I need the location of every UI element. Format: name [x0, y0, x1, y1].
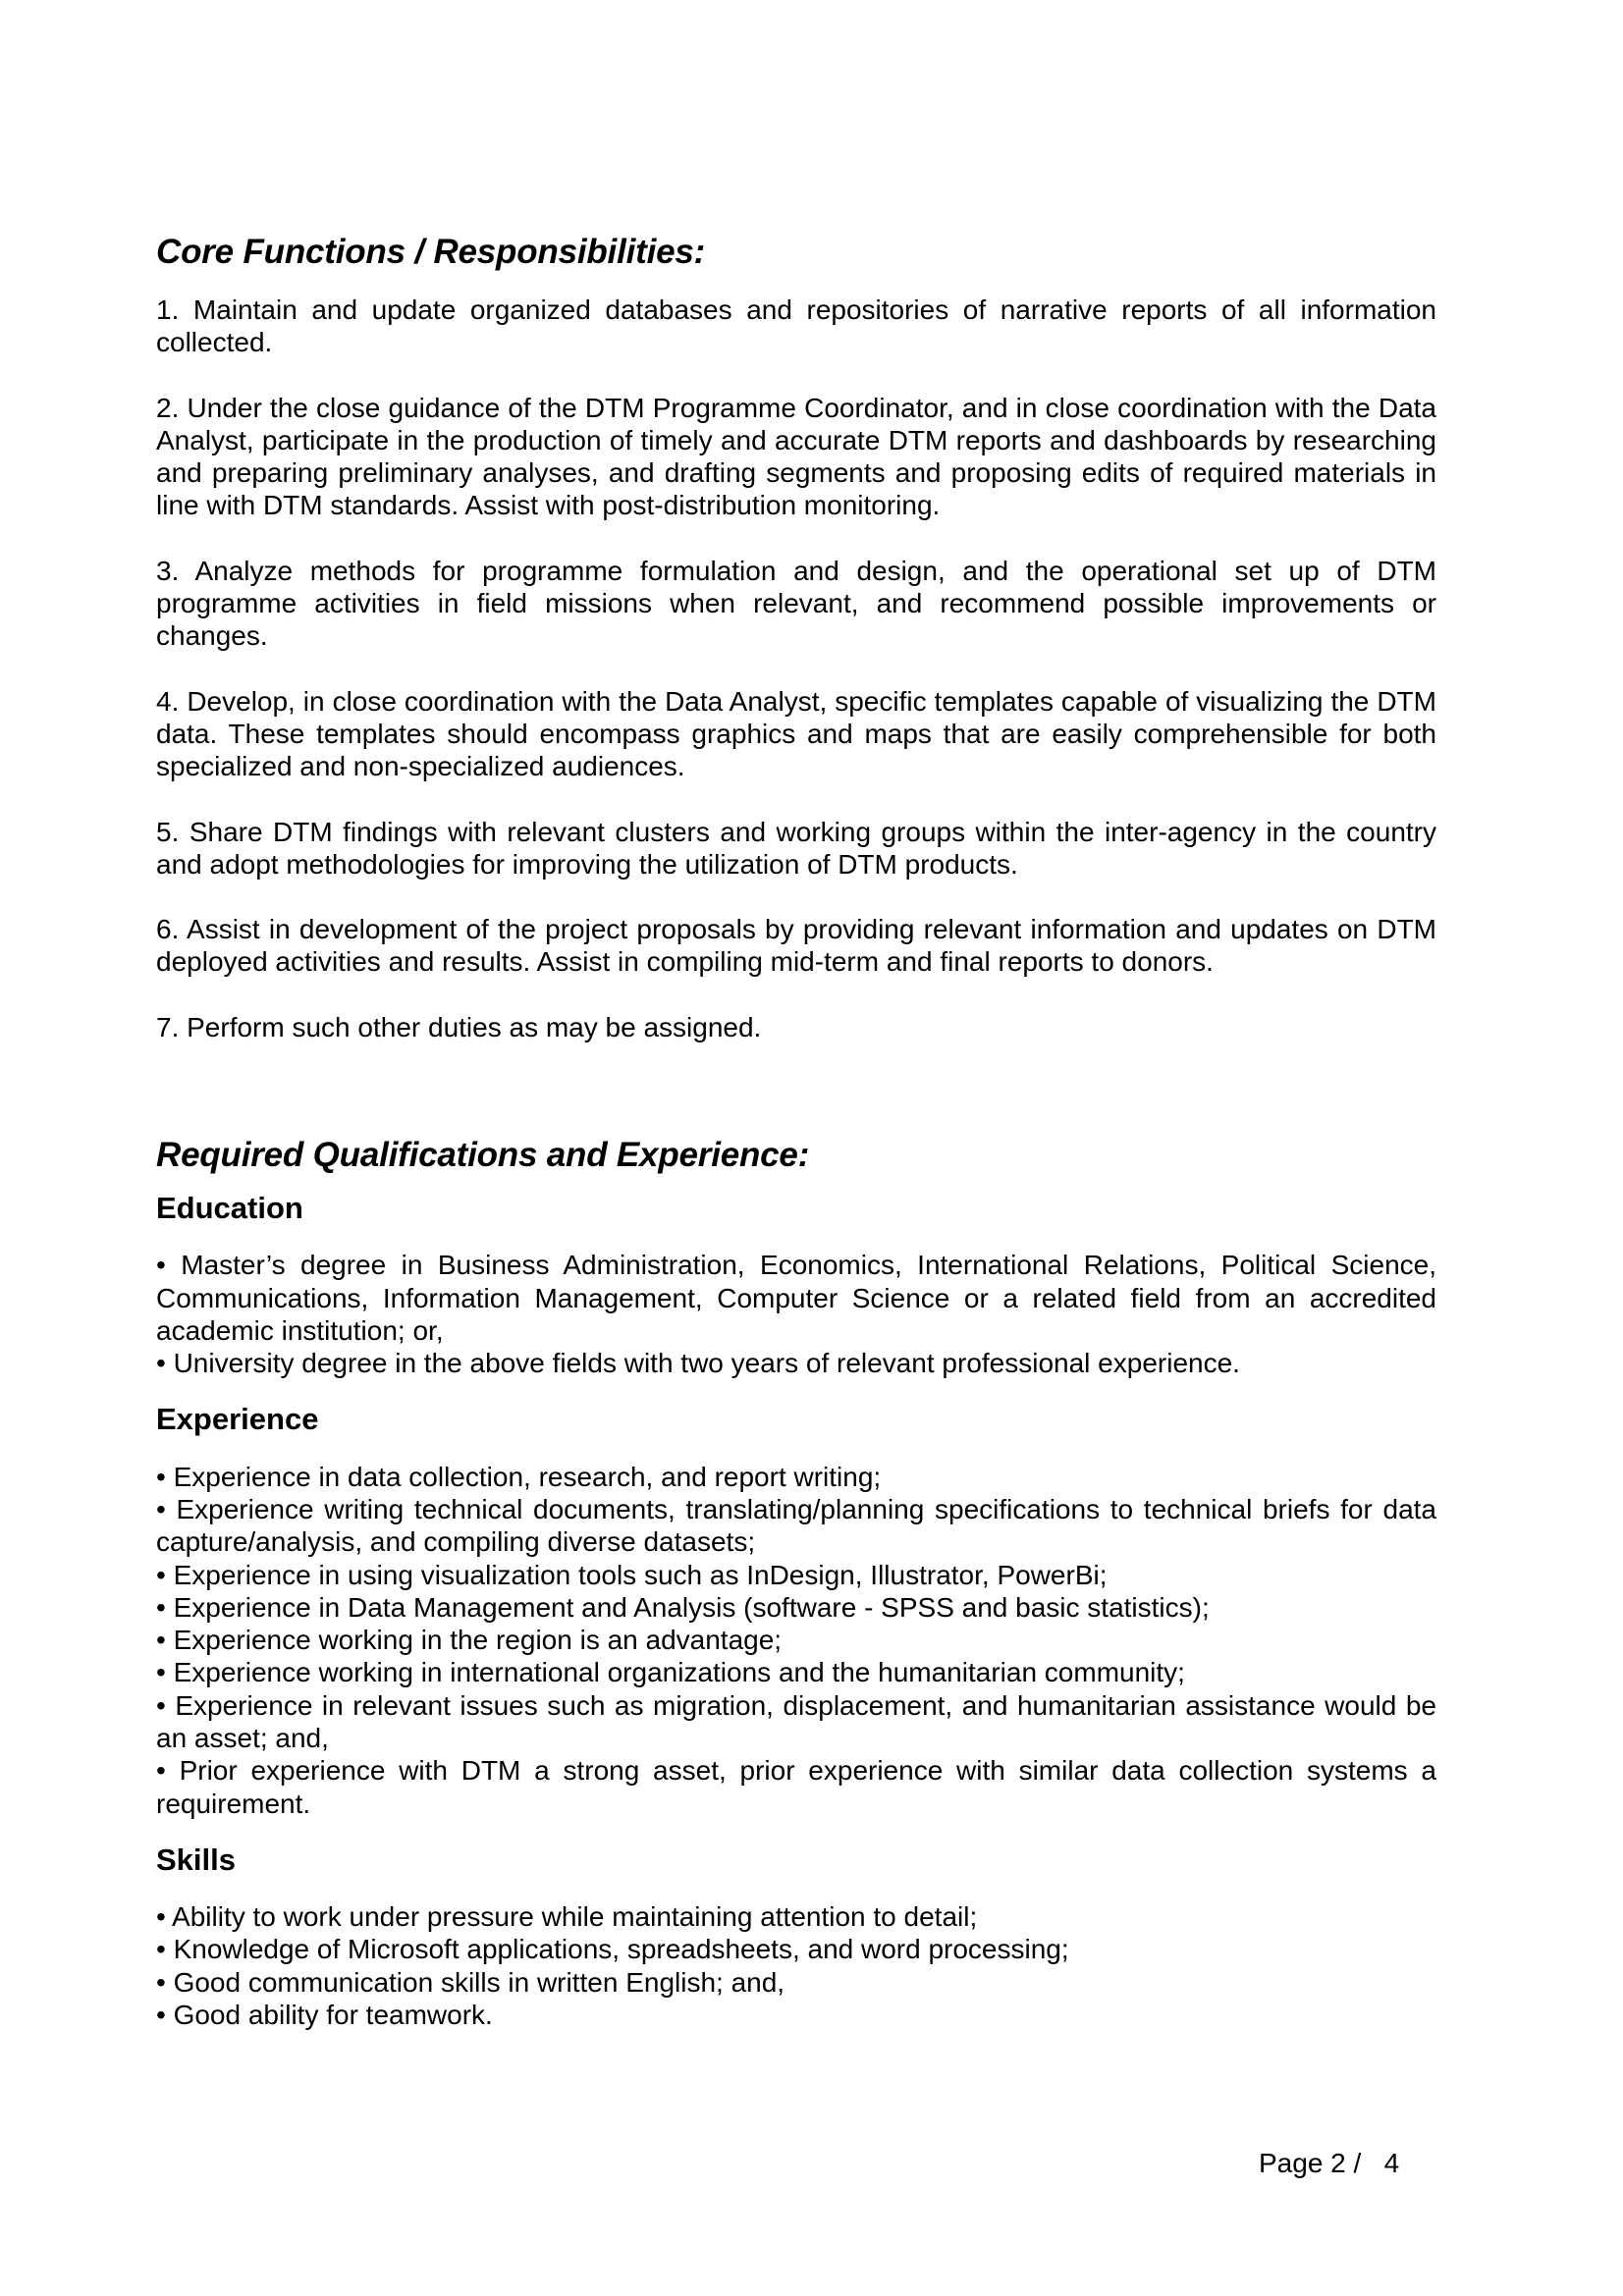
experience-list	[156, 1461, 1436, 1820]
education-list	[156, 1249, 1436, 1379]
list-item: • University degree in the above fields with two years of relevant professional experience.	[156, 1348, 1240, 1379]
responsibility-item: 4. Develop, in close coordination with the Data Analyst, specific templates capable of visualizing the DTM data. These templates should encompass graphics and maps that are easily comprehensible for both specialized and non-specialized audiences.	[156, 685, 1436, 782]
subheading-experience: Experience	[156, 1402, 319, 1437]
responsibility-item: 2. Under the close guidance of the DTM Programme Coordinator, and in close coordination with the Data Analyst, participate in the production of timely and accurate DTM reports and dashboards by researching and preparing preliminary analyses, and drafting segments and proposing edits of required materials in line with DTM standards. Assist with post-distribution monitoring.	[156, 392, 1436, 521]
list-item: • Ability to work under pressure while maintaining attention to detail;	[156, 1901, 978, 1933]
list-item: • Master’s degree in Business Administration, Economics, International Relations, Political Science, Communications, Information Management, Computer Science or a related field from an accredited academic institution; or,	[156, 1250, 1436, 1346]
list-item: • Experience in data collection, research, and report writing;	[156, 1461, 882, 1492]
subheading-skills: Skills	[156, 1842, 236, 1877]
list-item: • Experience in using visualization tools such as InDesign, Illustrator, PowerBi;	[156, 1559, 1108, 1590]
list-item: • Experience writing technical documents, translating/planning specifications to technical briefs for data capture/analysis, and compiling diverse datasets;	[156, 1493, 1436, 1558]
responsibility-item: 5. Share DTM findings with relevant clusters and working groups within the inter-agency in the country and adopt methodologies for improving the utilization of DTM products.	[156, 816, 1436, 880]
list-item: • Experience working in the region is an advantage;	[156, 1625, 783, 1656]
section-title-core-functions: Core Functions / Responsibilities:	[156, 233, 706, 271]
list-item: • Experience working in international organizations and the humanitarian community;	[156, 1657, 1185, 1688]
list-item: • Good communication skills in written English; and,	[156, 1966, 785, 1998]
list-item: • Knowledge of Microsoft applications, spreadsheets, and word processing;	[156, 1934, 1069, 1965]
subheading-education: Education	[156, 1191, 303, 1226]
list-item: • Good ability for teamwork.	[156, 1999, 493, 2030]
responsibility-item: 7. Perform such other duties as may be assigned.	[156, 1011, 762, 1042]
skills-list	[156, 1900, 1436, 2031]
list-item: • Experience in Data Management and Analysis (software - SPSS and basic statistics);	[156, 1591, 1210, 1623]
responsibility-item: 6. Assist in development of the project proposals by providing relevant information and updates on DTM deployed activities and results. Assist in compiling mid-term and final reports to donors.	[156, 914, 1436, 978]
responsibility-item: 3. Analyze methods for programme formulation and design, and the operational set up of DTM programme activities in field missions when relevant, and recommend possible improvements or changes.	[156, 555, 1436, 652]
list-item: • Prior experience with DTM a strong asset, prior experience with similar data collection systems a requirement.	[156, 1755, 1436, 1819]
section-title-qualifications: Required Qualifications and Experience:	[156, 1136, 810, 1175]
document-body	[156, 232, 1436, 2031]
page-number: Page 2 / 4	[1259, 2148, 1400, 2178]
list-item: • Experience in relevant issues such as migration, displacement, and humanitarian assistance would be an asset; and,	[156, 1689, 1436, 1753]
responsibility-item: 1. Maintain and update organized databases and repositories of narrative reports of all information collected.	[156, 294, 1436, 358]
